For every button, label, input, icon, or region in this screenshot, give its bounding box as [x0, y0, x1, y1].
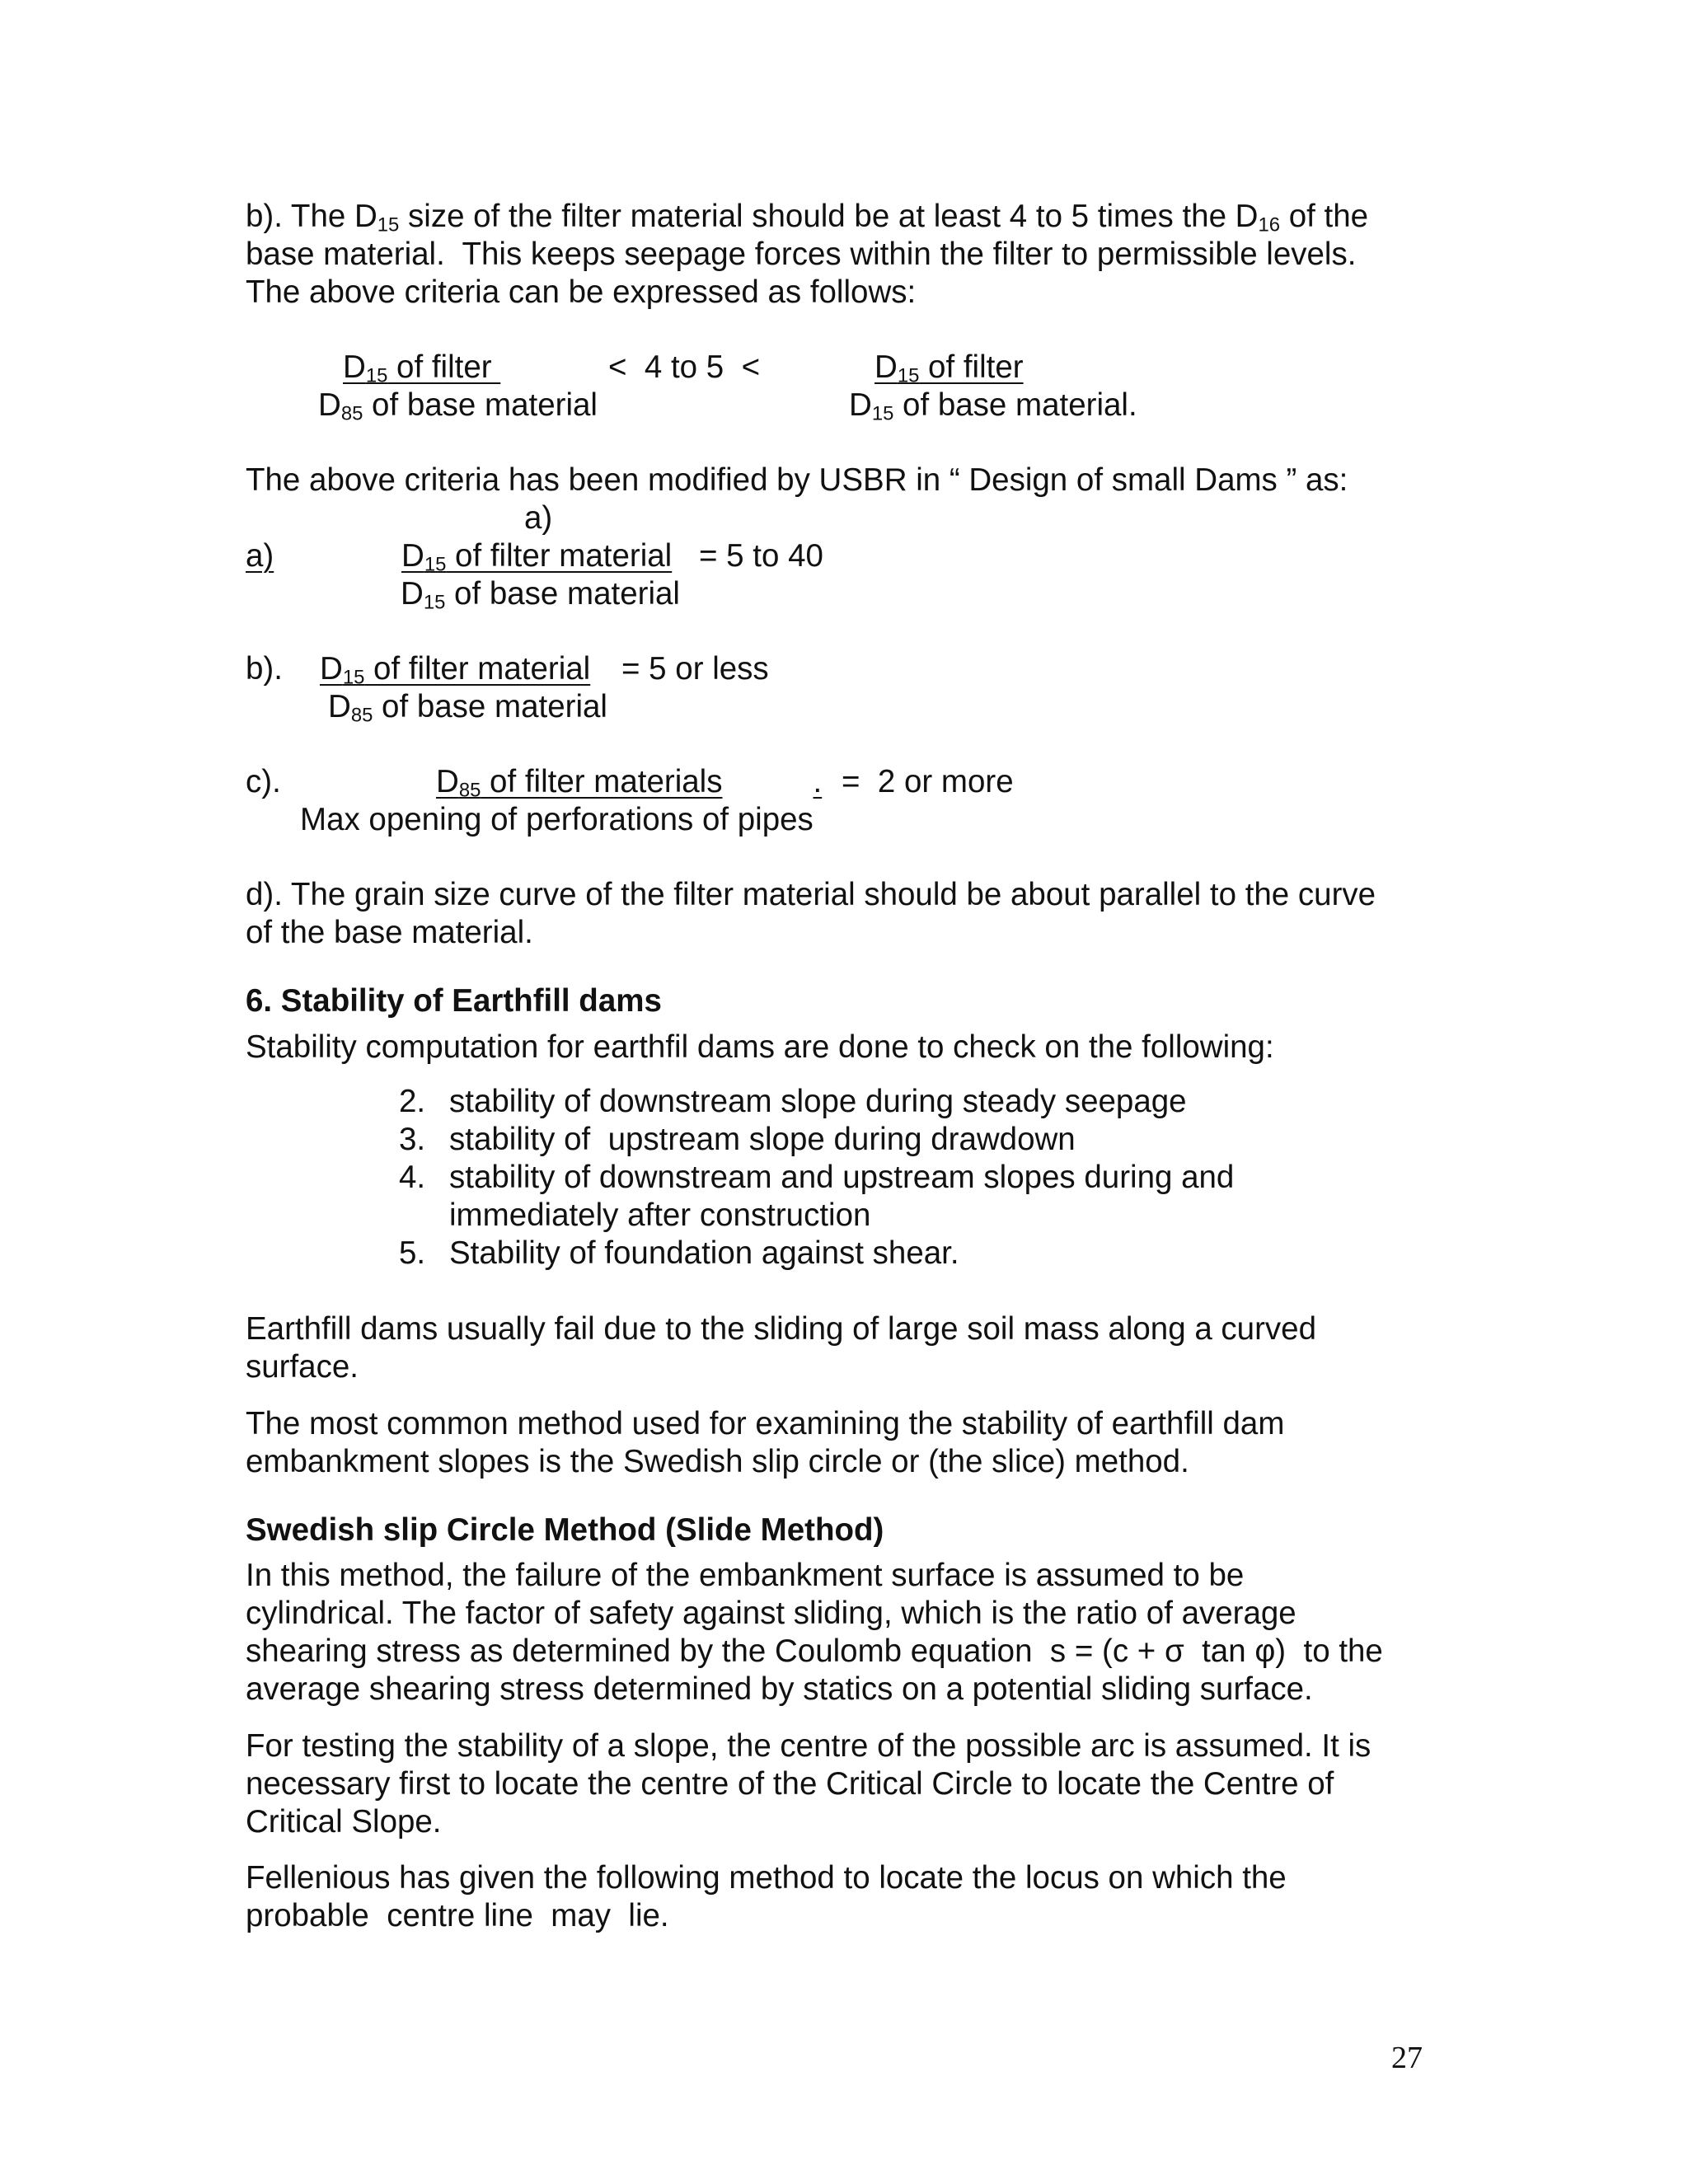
- denominator-text: of base material.: [893, 387, 1137, 423]
- list-number: 3.: [399, 1122, 426, 1157]
- numerator-text: of filter: [387, 349, 501, 385]
- subscript: 15: [897, 364, 920, 387]
- subscript: 85: [458, 779, 481, 802]
- underlined-numerator: [343, 349, 500, 385]
- item-b-equation: = 5 or less: [621, 651, 769, 687]
- underlined-numerator: [320, 651, 590, 687]
- numerator-dot: .: [813, 764, 823, 799]
- symbol-d: D: [849, 387, 872, 423]
- denominator-text: of base material: [363, 387, 598, 423]
- list-item: [399, 1124, 425, 1156]
- criteria-fraction-2-denominator: [849, 387, 1137, 425]
- swedish-heading: Swedish slip Circle Method (Slide Method): [246, 1512, 884, 1548]
- para-b-line-1: [246, 199, 1369, 237]
- testing-para-line-2: necessary first to locate the centre of the Critical Circle to locate the Centre of: [246, 1766, 1334, 1802]
- page-number: 27: [1391, 2041, 1423, 2075]
- method-para-line-1: The most common method used for examining the stability of earthfill dam: [246, 1406, 1285, 1441]
- subscript: 85: [340, 402, 363, 425]
- symbol-d: D: [328, 689, 351, 724]
- list-item: [399, 1162, 425, 1194]
- item-b-label: b).: [246, 651, 283, 687]
- swedish-line-4: average shearing stress determined by statics on a potential sliding surface.: [246, 1671, 1313, 1707]
- criteria-fraction-1-numerator: [343, 349, 501, 387]
- symbol-d: D: [401, 576, 424, 612]
- para-b-text-1: b). The D: [246, 199, 377, 234]
- swedish-line-2: cylindrical. The factor of safety against sliding, which is the ratio of average: [246, 1596, 1296, 1631]
- usbr-intro: The above criteria has been modified by USBR in “ Design of small Dams ” as:: [246, 462, 1348, 498]
- criteria-fraction-2-numerator: [849, 349, 1024, 387]
- symbol-d: D: [318, 387, 341, 423]
- para-b-text-2: size of the filter material should be at least 4 to 5 times the D: [399, 199, 1259, 234]
- subscript: 15: [871, 402, 894, 425]
- list-item-text: stability of downstream slope during steady seepage: [449, 1084, 1187, 1119]
- denominator-text: of base material: [373, 689, 607, 724]
- subscript: 15: [342, 666, 365, 689]
- subscript: 15: [424, 553, 447, 576]
- method-para-line-2: embankment slopes is the Swedish slip circle or (the slice) method.: [246, 1444, 1189, 1479]
- item-b-denominator: [328, 689, 607, 727]
- item-a-denominator: [401, 576, 680, 614]
- list-item-text: Stability of foundation against shear.: [449, 1235, 959, 1271]
- list-item-text: stability of downstream and upstream slopes during and: [449, 1160, 1235, 1195]
- subscript: 16: [1258, 213, 1281, 237]
- para-b-line-3: The above criteria can be expressed as follows:: [246, 274, 917, 310]
- subscript: 15: [423, 591, 446, 614]
- list-number: 5.: [399, 1235, 426, 1271]
- list-item: [399, 1235, 426, 1271]
- usbr-stray-label: a): [524, 500, 553, 536]
- underlined-numerator: [318, 764, 823, 802]
- swedish-line-1: In this method, the failure of the embankment surface is assumed to be: [246, 1558, 1245, 1593]
- subscript: 85: [350, 704, 373, 727]
- symbol-d: D: [320, 651, 343, 687]
- symbol-d: D: [436, 764, 459, 799]
- list-number: 4.: [399, 1160, 426, 1195]
- item-c-label: c).: [246, 764, 281, 799]
- symbol-d: D: [343, 349, 366, 385]
- underlined-numerator: [849, 349, 1024, 385]
- label-text: a): [246, 538, 274, 574]
- criteria-fraction-1-denominator: [318, 387, 598, 425]
- subscript: 15: [365, 364, 388, 387]
- fellenious-para-line-2: probable centre line may lie.: [246, 1898, 669, 1933]
- numerator-text: of filter: [919, 349, 1024, 385]
- item-c-equation: = 2 or more: [842, 764, 1014, 799]
- list-item: [399, 1086, 425, 1118]
- section-6-intro: Stability computation for earthfil dams are done to check on the following:: [246, 1029, 1274, 1065]
- item-a-numerator: [375, 538, 673, 576]
- testing-para-line-1: For testing the stability of a slope, the centre of the possible arc is assumed. It is: [246, 1728, 1372, 1764]
- numerator-text: of filter material: [364, 651, 591, 687]
- fellenious-para-line-1: Fellenious has given the following method to locate the locus on which the: [246, 1860, 1287, 1896]
- para-b-line-2: base material. This keeps seepage forces within the filter to permissible levels.: [246, 237, 1357, 272]
- list-item-text: stability of upstream slope during drawdown: [449, 1122, 1076, 1157]
- para-b-text-3: of the: [1280, 199, 1369, 234]
- swedish-line-3: shearing stress as determined by the Coulomb equation s = (c + σ tan φ) to the: [246, 1633, 1383, 1669]
- symbol-d: D: [401, 538, 424, 574]
- item-a-equation: = 5 to 40: [699, 538, 823, 574]
- testing-para-line-3: Critical Slope.: [246, 1804, 442, 1840]
- item-b-numerator: [320, 651, 591, 689]
- list-number: 2.: [399, 1084, 426, 1119]
- subscript: 15: [377, 213, 400, 237]
- item-c-numerator: [318, 764, 823, 802]
- numerator-text: of filter material: [446, 538, 673, 574]
- para-d-line-2: of the base material.: [246, 915, 533, 950]
- criteria-relation: < 4 to 5 <: [608, 349, 761, 385]
- item-c-denominator: Max opening of perforations of pipes: [300, 802, 814, 837]
- symbol-d: D: [874, 349, 898, 385]
- fail-para-line-2: surface.: [246, 1349, 359, 1385]
- numerator-text: of filter materials: [481, 764, 723, 799]
- list-item-text: immediately after construction: [449, 1197, 871, 1233]
- section-6-heading: 6. Stability of Earthfill dams: [246, 983, 662, 1019]
- para-d-line-1: d). The grain size curve of the filter material should be about parallel to the curve: [246, 877, 1376, 912]
- underlined-numerator: [375, 538, 672, 574]
- denominator-text: of base material: [445, 576, 680, 612]
- item-a-label: [246, 538, 284, 574]
- fail-para-line-1: Earthfill dams usually fail due to the sliding of large soil mass along a curved: [246, 1311, 1316, 1347]
